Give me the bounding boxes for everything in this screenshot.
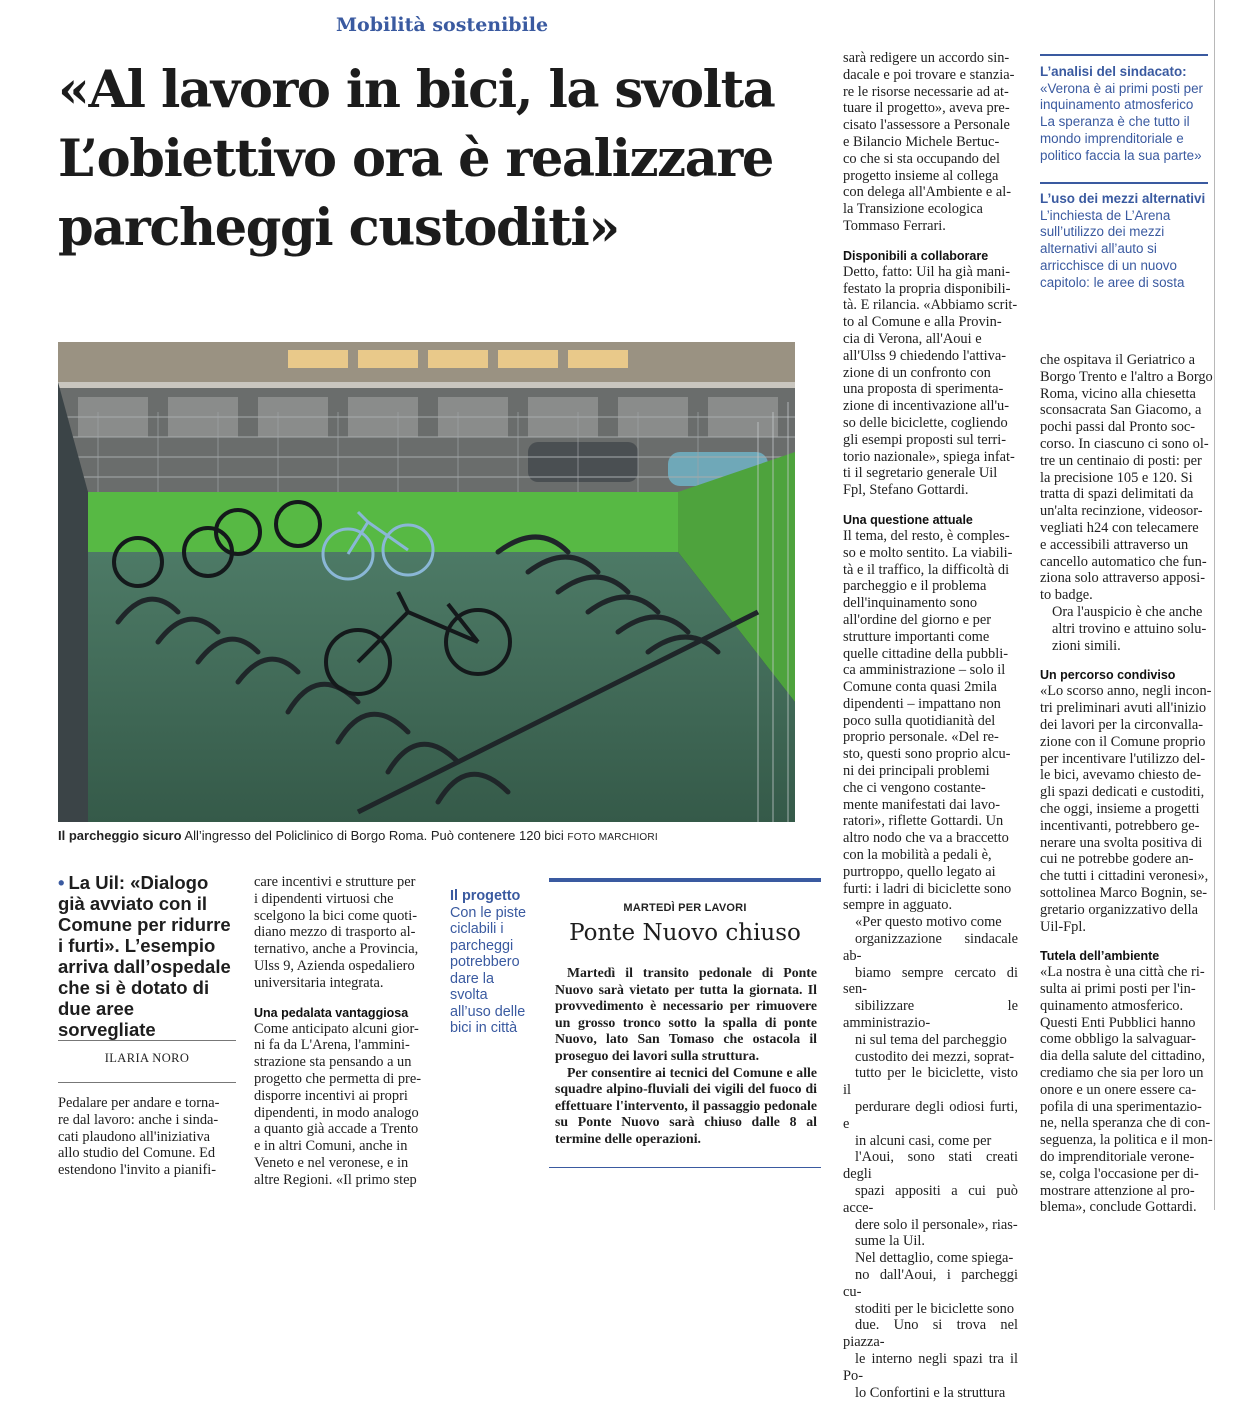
col4-line: pofila di una sperimentazio- <box>1040 1098 1202 1115</box>
col2-line: Ulss 9, Azienda ospedaliero <box>254 957 415 974</box>
sidebar-box-1 <box>1040 64 1208 164</box>
col2-line: diano mezzo di trasporto al- <box>254 924 416 941</box>
col4-line: che oggi, insieme a progetti <box>1040 800 1200 817</box>
headline <box>58 56 828 263</box>
col3-line: all'Ulss 9 chiedendo l'attiva- <box>843 347 1007 364</box>
col4-line: nerare una svolta positiva di <box>1040 834 1203 851</box>
box-title: Ponte Nuovo chiuso <box>569 920 801 946</box>
box-paragraph-2: Per consentire ai tecnici del Comune e alle squadre alpino-fluviali dei vigili del fuoco di effettuare l'intervento, il passaggio pedonale su Ponte Nuovo sarà chiuso dalle 8 al termine delle operazioni. <box>555 1064 817 1146</box>
col2-paragraph-1 <box>254 874 430 992</box>
col4-line: tri preliminari avuti all'inizio <box>1040 700 1207 717</box>
col2-subhead: Una pedalata vantaggiosa <box>254 1005 409 1020</box>
col3-paragraph-4 <box>843 914 1018 1250</box>
col4-line: Roma, vicino alla chiesetta <box>1040 385 1196 402</box>
col4-line: vegliati h24 con telecamere <box>1040 519 1199 536</box>
col3-line: sempre in agguato. <box>843 897 953 914</box>
progetto-title: Il progetto <box>450 888 521 904</box>
col2-line: universitaria integrata. <box>254 974 384 991</box>
col4-line: «Lo scorso anno, negli incon- <box>1040 683 1212 700</box>
col3-line: perdurare degli odiosi furti, e <box>843 1099 1018 1132</box>
bike-parking-illustration <box>58 342 795 822</box>
col3-line: proprio personale. «Del re- <box>843 729 999 746</box>
col1-line: re dal lavoro: anche i sinda- <box>58 1111 219 1128</box>
col4-line: come obbligo la salvaguar- <box>1040 1031 1196 1048</box>
col1-line: cati plaudono all'iniziativa <box>58 1128 211 1145</box>
col4-line: sottolinea Marco Bognin, se- <box>1040 884 1208 901</box>
col4-line: un'alta recinzione, videosor- <box>1040 503 1203 520</box>
col3-line: dere solo il personale», rias- <box>855 1216 1018 1233</box>
col3-line: sibilizzare le amministrazio- <box>843 998 1018 1032</box>
col3-line: ni sul tema del parcheggio <box>855 1031 1007 1048</box>
col3-line: gli esempi proposti sul terri- <box>843 431 1007 448</box>
col1-line: allo studio del Comune. Ed <box>58 1145 216 1162</box>
box-top-rule <box>549 878 821 882</box>
col4-line: onore e un onere essere ca- <box>1040 1081 1197 1098</box>
sidebar-box-2-title: L’uso dei mezzi alternativi <box>1040 191 1206 206</box>
col4-line: mostrare attenzione al pro- <box>1040 1182 1195 1199</box>
sidebar-rule-1 <box>1040 54 1208 56</box>
col2-line: Veneto e nel veronese, e in <box>254 1154 409 1171</box>
col4-line: zioni simili. <box>1052 637 1121 654</box>
article-summary <box>58 872 236 1040</box>
progetto-note <box>450 888 532 1037</box>
col4-line: zione con il Comune proprio <box>1040 733 1206 750</box>
col3-line: la Transizione ecologica <box>843 201 983 218</box>
col4-line: crediamo che sia per loro un <box>1040 1065 1204 1082</box>
col3-line: festato la propria disponibili- <box>843 280 1011 297</box>
col3-line: to al Comune e alla Provin- <box>843 314 1002 331</box>
col2-line: disporre incentivi ai propri <box>254 1087 408 1104</box>
col3-line: Detto, fatto: Uil ha già mani- <box>843 263 1011 280</box>
col3-line: all'ordine del giorno e per <box>843 611 992 628</box>
col3-line: che ci vengono costante- <box>843 779 986 796</box>
col3-line: l'Aoui, sono stati creati degli <box>843 1149 1018 1183</box>
col4-line: tratta di spazi delimitati da <box>1040 486 1194 503</box>
col4-line: se, colga l'occasione per di- <box>1040 1165 1199 1182</box>
col3-line: «Per questo motivo come <box>855 914 1002 931</box>
col3-line: strutture importanti come <box>843 628 990 645</box>
col4-line: gretario organizzativo della <box>1040 901 1198 918</box>
col4-line: tre un centinaio di posti: per <box>1040 452 1202 469</box>
col3-line: Il tema, del resto, è comples- <box>843 527 1010 544</box>
col3-paragraph-1 <box>843 50 1018 235</box>
sidebar-rule-2 <box>1040 182 1208 184</box>
col4-line: sconsacrata San Giacomo, a <box>1040 402 1202 419</box>
col4-line: cancello automatico che fun- <box>1040 553 1207 570</box>
col3-line: parcheggio e il problema <box>843 578 987 595</box>
col4-line: gli spazi dedicati e custoditi, <box>1040 784 1205 801</box>
col3-line: quelle cittadine della pubbli- <box>843 645 1009 662</box>
col3-line: ti il segretario generale Uil <box>843 465 998 482</box>
col4-line: Borgo Trento e l'altro a Borgo <box>1040 368 1213 385</box>
headline-line-2: L’obiettivo ora è realizzare <box>58 129 773 189</box>
col4-line: Ora l'auspicio è che anche <box>1052 603 1203 620</box>
col4-paragraph-1 <box>1040 352 1214 604</box>
column-4 <box>1040 352 1214 1216</box>
col2-line: dipendenti, in modo analogo <box>254 1104 419 1121</box>
col3-line: tà. E rilancia. «Abbiamo scrit- <box>843 297 1018 314</box>
col3-line: altro nodo che va a braccetto <box>843 830 1009 847</box>
col2-line: ni fa da L'Arena, l'ammini- <box>254 1037 410 1054</box>
col3-line: tuare il progetto», aveva pre- <box>843 100 1010 117</box>
col4-line: corso. In ciascuno ci sono ol- <box>1040 435 1209 452</box>
sidebar-box-1-title: L’analisi del sindacato: <box>1040 64 1187 79</box>
summary-bullet: • <box>58 872 65 893</box>
sidebar-box-2 <box>1040 191 1208 291</box>
col3-paragraph-3 <box>843 528 1018 914</box>
col2-line: Come anticipato alcuni gior- <box>254 1020 419 1037</box>
col3-line: in alcuni casi, come per <box>855 1132 992 1149</box>
col3-line: Fpl, Stefano Gottardi. <box>843 482 969 499</box>
col4-line: incentivanti, potrebbero ge- <box>1040 817 1200 834</box>
col3-line: due. Uno si trova nel piazza- <box>843 1317 1018 1351</box>
progetto-text: Con le piste ciclabili i parcheggi potrebbero dare la svolta all’uso delle bici in città <box>450 904 526 1036</box>
page-edge-rule <box>1214 0 1215 1210</box>
col4-line: per incentivare l'utilizzo del- <box>1040 750 1206 767</box>
box-kicker: MARTEDÌ PER LAVORI <box>623 902 747 914</box>
col3-line: tà e il traffico, la difficoltà di <box>843 561 1010 578</box>
caption-text: All’ingresso del Policlinico di Borgo Roma. Può contenere 120 bici <box>181 828 568 843</box>
col3-line: furti: i ladri di biciclette sono <box>843 880 1012 897</box>
col3-line: le interno negli spazi tra il Po- <box>843 1350 1018 1384</box>
col3-line: lo Confortini e la struttura <box>855 1384 1006 1401</box>
col3-line: stoditi per le biciclette sono <box>855 1300 1015 1317</box>
col4-line: dei lavori per la circonvalla- <box>1040 716 1204 733</box>
col4-line: ne, nella speranza che di con- <box>1040 1115 1211 1132</box>
col4-paragraph-3 <box>1040 683 1214 935</box>
col3-line: ratori», riflette Gottardi. Un <box>843 813 1004 830</box>
col2-line: altre Regioni. «Il primo step <box>254 1171 417 1188</box>
col3-line: biamo sempre cercato di sen- <box>843 964 1018 998</box>
col3-line: con la mobilità a pedali è, <box>843 847 992 864</box>
column-1 <box>58 1095 236 1179</box>
col1-line: Pedalare per andare e torna- <box>58 1095 220 1111</box>
col4-line: «La nostra è una città che ri- <box>1040 964 1205 981</box>
col4-line: seguenza, la politica e il mon- <box>1040 1132 1213 1149</box>
photo-caption <box>58 828 808 843</box>
caption-title: Il parcheggio sicuro <box>58 828 182 843</box>
col1-line: estendono l'invito a pianifi- <box>58 1162 217 1179</box>
col3-line: sarà redigere un accordo sin- <box>843 50 1010 66</box>
col3-line: Nel dettaglio, come spiega- <box>855 1250 1014 1267</box>
col3-line: no dall'Aoui, i parcheggi cu- <box>843 1266 1018 1300</box>
col3-line: Tommaso Ferrari. <box>843 217 946 234</box>
box-paragraph-1: Martedì il transito pedonale di Ponte Nuovo sarà vietato per tutta la giornata. Il provvedimento è necessario per rimuovere un grosso tronco sotto la spalla di ponte Nuovo, lato San Tomaso che ostacola il proseguo dei lavori sulla struttura. <box>555 965 817 1063</box>
col4-line: to badge. <box>1040 587 1093 604</box>
sidebar-box-2-text: L’inchiesta de L’Arena sull’utilizzo dei mezzi alternativi all’auto si arricchisce di un nuovo capitolo: le aree di sosta <box>1040 207 1185 290</box>
col3-line: sume la Uil. <box>855 1233 925 1250</box>
author-byline: ILARIA NORO <box>104 1051 190 1065</box>
col2-line: ternativo, anche a Provincia, <box>254 941 419 958</box>
summary-text: La Uil: «Dialogo già avviato con il Comune per ridurre i furti». L’esempio arriva dall’ospedale che si è dotato di due aree sorvegliate <box>58 872 231 1040</box>
col2-line: care incentivi e strutture per <box>254 874 416 890</box>
box-text <box>555 965 817 1148</box>
col4-line: dia della salute del cittadino, <box>1040 1048 1206 1065</box>
col3-line: sto, questi sono proprio alcu- <box>843 746 1011 763</box>
col4-subhead-2: Tutela dell’ambiente <box>1040 949 1160 964</box>
col3-line: zione di incentivazione all'u- <box>843 398 1010 415</box>
col3-line: torio nazionale», spiega infat- <box>843 448 1015 465</box>
col4-paragraph-2 <box>1040 604 1214 654</box>
column-3 <box>843 50 1018 1401</box>
col4-line: quinamento atmosferico. <box>1040 997 1184 1014</box>
col4-line: do imprenditoriale verone- <box>1040 1149 1195 1166</box>
col3-line: mente manifestati dai lavo- <box>843 796 1001 813</box>
col3-line: e Bilancio Michele Bertuc- <box>843 133 1000 150</box>
col3-line: una proposta di sperimenta- <box>843 381 1004 398</box>
col4-line: che tutti i cittadini veronesi», <box>1040 868 1209 885</box>
col3-line: purtroppo, quello legato ai <box>843 863 996 880</box>
col3-line: so delle biciclette, cogliendo <box>843 414 1008 431</box>
col4-line: pochi passi dal Pronto soc- <box>1040 419 1196 436</box>
col3-line: ni dei principali problemi <box>843 763 990 780</box>
col4-line: cui ne potrebbe godere an- <box>1040 851 1194 868</box>
column-2 <box>254 874 430 1189</box>
col4-line: la precisione 105 e 120. Si <box>1040 469 1193 486</box>
col3-line: ca amministrazione – solo il <box>843 662 1006 679</box>
col3-line: dell'inquinamento sono <box>843 595 978 612</box>
col2-line: scelgono la bici come quoti- <box>254 907 418 924</box>
col4-line: Uil-Fpl. <box>1040 918 1086 935</box>
col4-line: sulta ai primi posti per l'in- <box>1040 981 1196 998</box>
col4-paragraph-4 <box>1040 964 1214 1216</box>
col3-line: re le risorse necessarie ad at- <box>843 83 1009 100</box>
headline-line-3: parcheggi custoditi» <box>58 198 619 258</box>
col4-line: Questi Enti Pubblici hanno <box>1040 1014 1196 1031</box>
col3-line: dacale e poi trovare e stanzia- <box>843 66 1015 83</box>
col2-line: e in altri Comuni, anche in <box>254 1138 408 1155</box>
bike-parking-photo <box>58 342 795 822</box>
col4-line: ziona solo attraverso apposi- <box>1040 570 1206 587</box>
col3-line: progetto insieme al collega <box>843 167 999 184</box>
col3-line: Comune conta quasi 2mila <box>843 679 997 696</box>
col3-line: co che si sta occupando del <box>843 150 1001 167</box>
col4-line: le bici, avevamo chiesto de- <box>1040 767 1202 784</box>
ponte-nuovo-box <box>549 878 821 1168</box>
col1-text <box>58 1095 236 1179</box>
col3-line: so e molto sentito. La viabili- <box>843 544 1013 561</box>
col4-line: altri trovino e attuino solu- <box>1052 620 1207 637</box>
col3-line: organizzazione sindacale ab- <box>843 931 1018 964</box>
col2-line: strazione sta pensando a un <box>254 1054 412 1071</box>
section-kicker: Mobilità sostenibile <box>336 14 549 36</box>
col2-line: i dipendenti virtuosi che <box>254 890 394 907</box>
col4-subhead-1: Un percorso condiviso <box>1040 668 1176 683</box>
col3-line: poco sulla quotidianità del <box>843 712 996 729</box>
col2-line: a quanto già accade a Trento <box>254 1121 419 1138</box>
box-bottom-rule <box>549 1167 821 1168</box>
author-rule-top <box>58 1040 236 1041</box>
headline-line-1: «Al lavoro in bici, la svolta <box>58 60 775 120</box>
col3-subhead-1: Disponibili a collaborare <box>843 248 989 263</box>
col3-paragraph-5 <box>843 1250 1018 1401</box>
col3-line: cia di Verona, all'Aoui e <box>843 330 982 347</box>
col4-line: blema», conclude Gottardi. <box>1040 1199 1197 1216</box>
col3-line: cisato l'assessore a Personale <box>843 117 1010 134</box>
col3-line: custodito dei mezzi, soprat- <box>855 1048 1015 1065</box>
col3-line: con delega all'Ambiente e al- <box>843 184 1012 201</box>
sidebar-box-1-text: «Verona è ai primi posti per inquinamento atmosferico La speranza è che tutto il mondo imprenditoriale e politico faccia la sua parte» <box>1040 80 1204 163</box>
col3-subhead-2: Una questione attuale <box>843 512 973 527</box>
col3-paragraph-2 <box>843 264 1018 499</box>
col3-line: spazi appositi a cui può acce- <box>843 1183 1018 1216</box>
col2-paragraph-2 <box>254 1021 430 1189</box>
col3-line: zione di un confronto con <box>843 364 991 381</box>
col4-line: e accessibili attraverso un <box>1040 536 1189 553</box>
col3-line: tutto per le biciclette, visto il <box>843 1065 1018 1099</box>
photo-credit: FOTO MARCHIORI <box>567 832 658 843</box>
col2-line: progetto che permetta di pre- <box>254 1070 422 1087</box>
col4-line: che ospitava il Geriatrico a <box>1040 352 1196 368</box>
col3-line: dipendenti – impattano non <box>843 695 1001 712</box>
author-rule-bottom <box>58 1082 236 1083</box>
